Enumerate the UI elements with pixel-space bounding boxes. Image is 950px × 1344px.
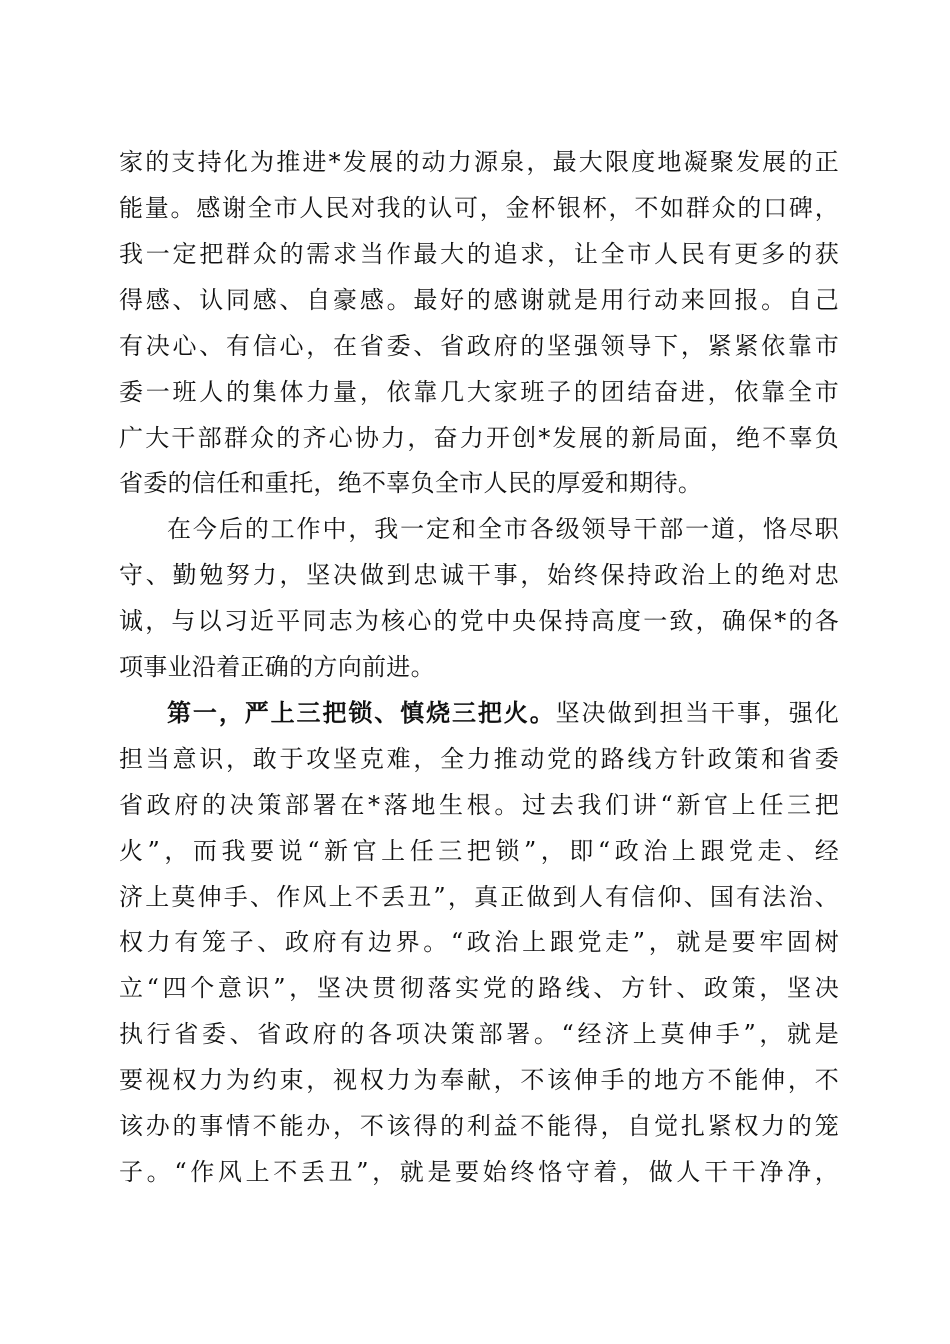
paragraph-3-line-10: 该办的事情不能办，不该得的利益不能得，自觉扎紧权力的笼 <box>119 1112 839 1140</box>
paragraph-3-line-6: 权力有笼子、政府有边界。“政治上跟党走”，就是要牢固树 <box>119 928 839 956</box>
paragraph-3-line-1-text: 坚决做到担当干事，强化 <box>555 699 839 727</box>
paragraph-3-line-4: 火”，而我要说“新官上任三把锁”，即“政治上跟党走、经 <box>119 837 839 865</box>
paragraph-3-line-3: 省政府的决策部署在*落地生根。过去我们讲“新官上任三把 <box>119 791 839 819</box>
paragraph-3-line-5: 济上莫伸手、作风上不丢丑”，真正做到人有信仰、国有法治、 <box>119 883 839 911</box>
paragraph-1-line-7: 广大干部群众的齐心协力，奋力开创*发展的新局面，绝不辜负 <box>119 424 839 452</box>
paragraph-2-line-3: 诚，与以习近平同志为核心的党中央保持高度一致，确保*的各 <box>119 607 839 635</box>
paragraph-2-line-2: 守、勤勉努力，坚决做到忠诚干事，始终保持政治上的绝对忠 <box>119 561 839 589</box>
paragraph-2-line-4: 项事业沿着正确的方向前进。 <box>119 653 435 681</box>
paragraph-2-line-1: 在今后的工作中，我一定和全市各级领导干部一道，恪尽职 <box>167 515 839 543</box>
paragraph-1-line-6: 委一班人的集体力量，依靠几大家班子的团结奋进，依靠全市 <box>119 378 839 406</box>
paragraph-1-line-5: 有决心、有信心，在省委、省政府的坚强领导下，紧紧依靠市 <box>119 332 839 360</box>
paragraph-3-line-11: 子。“作风上不丢丑”，就是要始终恪守着，做人干干净净， <box>119 1158 839 1186</box>
paragraph-3-line-8: 执行省委、省政府的各项决策部署。“经济上莫伸手”，就是 <box>119 1020 839 1048</box>
paragraph-3-heading: 第一，严上三把锁、慎烧三把火。 <box>167 698 556 727</box>
paragraph-1-line-4: 得感、认同感、自豪感。最好的感谢就是用行动来回报。自己 <box>119 286 839 314</box>
paragraph-1-line-2: 能量。感谢全市人民对我的认可，金杯银杯，不如群众的口碑， <box>119 194 839 222</box>
paragraph-1-line-8: 省委的信任和重托，绝不辜负全市人民的厚爱和期待。 <box>119 469 703 497</box>
paragraph-3-line-7: 立“四个意识”，坚决贯彻落实党的路线、方针、政策，坚决 <box>119 974 839 1002</box>
paragraph-1-line-3: 我一定把群众的需求当作最大的追求，让全市人民有更多的获 <box>119 240 839 268</box>
paragraph-3-line-2: 担当意识，敢于攻坚克难，全力推动党的路线方针政策和省委 <box>119 745 839 773</box>
paragraph-1-line-1: 家的支持化为推进*发展的动力源泉，最大限度地凝聚发展的正 <box>119 148 839 176</box>
paragraph-3-line-1 <box>167 693 839 733</box>
paragraph-3-line-9: 要视权力为约束，视权力为奉献，不该伸手的地方不能伸，不 <box>119 1066 839 1094</box>
